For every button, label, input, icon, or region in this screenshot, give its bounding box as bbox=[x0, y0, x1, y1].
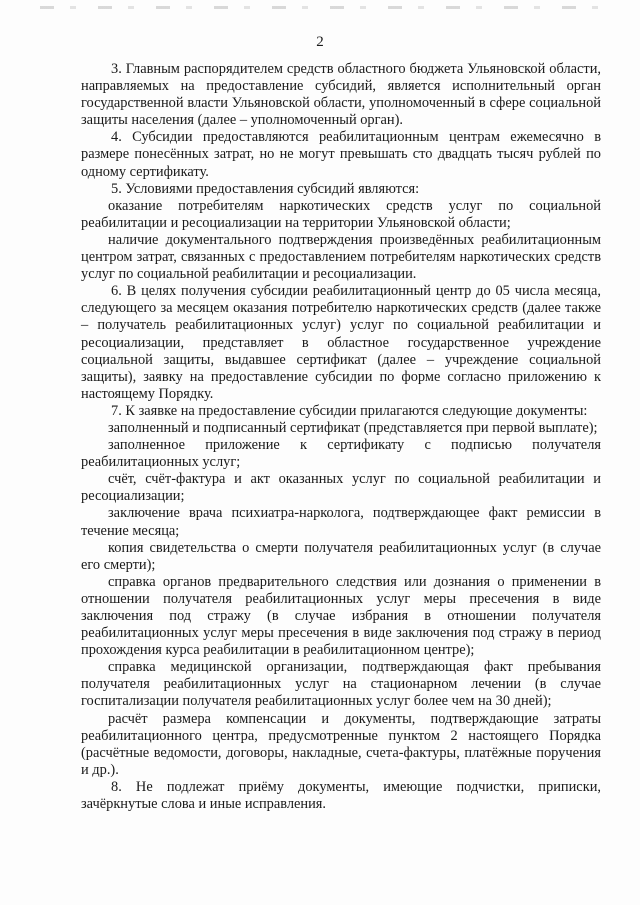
paragraph-3: 3. Главным распорядителем средств областного бюджета Ульяновской области, направляемых на предоставление субсидий, является исполнительный орган государственной власти Ульяновской области, уполномоченный в сфере социальной защиты населения (далее – уполномоченный орган). bbox=[81, 61, 601, 129]
paragraph-8: 8. Не подлежат приёму документы, имеющие подчистки, приписки, зачёркнутые слова и иные исправления. bbox=[81, 778, 601, 813]
condition-item-1: оказание потребителям наркотических средств услуг по социальной реабилитации и ресоциализации на территории Ульяновской области; bbox=[81, 197, 601, 231]
document-item-narcologist: заключение врача психиатра-нарколога, подтверждающее факт ремиссии в течение месяца; bbox=[81, 505, 601, 539]
paragraph-7: 7. К заявке на предоставление субсидии прилагаются следующие документы: bbox=[111, 402, 588, 419]
paragraph-6: 6. В целях получения субсидии реабилитационный центр до 05 числа месяца, следующего за месяцем оказания потребителю наркотических средств (далее также – получатель реабилитационных услуг) услуг по социальной реабилитации и ресоциализации, представляет в областное государственное учреждение социальной защиты, выдавшее сертификат (далее – учреждение социальной защиты), заявку на предоставление субсидии по форме согласно приложению к настоящему Порядку. bbox=[81, 283, 601, 402]
document-item-investigation: справка органов предварительного следствия или дознания о применении в отношении получателя реабилитационных услуг меры пресечения в виде заключения под стражу (в случае избрания в отношении получателя реабилитационных услуг меры пресечения в виде заключения под стражу в период прохождения курса реабилитации в реабилитационном центре); bbox=[81, 573, 601, 659]
document-item-certificate: заполненный и подписанный сертификат (представляется при первой выплате); bbox=[108, 419, 598, 436]
document-item-calculation: расчёт размера компенсации и документы, подтверждающие затраты реабилитационного центра, предусмотренные пунктом 2 настоящего Порядка (расчётные ведомости, договоры, накладные, счета-фактуры, платёжные поручения и др.). bbox=[81, 710, 601, 778]
document-item-death-certificate: копия свидетельства о смерти получателя реабилитационных услуг (в случае его смерти); bbox=[81, 539, 601, 573]
document-item-appendix: заполненное приложение к сертификату с подписью получателя реабилитационных услуг; bbox=[81, 437, 601, 471]
page-number: 2 bbox=[316, 34, 324, 50]
paragraph-5: 5. Условиями предоставления субсидий являются: bbox=[111, 180, 420, 197]
document-body bbox=[81, 61, 601, 813]
document-item-invoice: счёт, счёт-фактура и акт оказанных услуг по социальной реабилитации и ресоциализации; bbox=[81, 471, 601, 505]
condition-item-2: наличие документального подтверждения произведённых реабилитационным центром затрат, связанных с предоставлением потребителям наркотических средств услуг по социальной реабилитации и ресоциализации. bbox=[81, 231, 601, 283]
scan-artifact bbox=[40, 6, 600, 9]
paragraph-4: 4. Субсидии предоставляются реабилитационным центрам ежемесячно в размере понесённых затрат, но не могут превышать сто двадцать тысяч рублей по одному сертификату. bbox=[81, 129, 601, 180]
document-item-medical: справка медицинской организации, подтверждающая факт пребывания получателя реабилитационных услуг на стационарном лечении (в случае госпитализации получателя реабилитационных услуг более чем на 30 дней); bbox=[81, 659, 601, 710]
